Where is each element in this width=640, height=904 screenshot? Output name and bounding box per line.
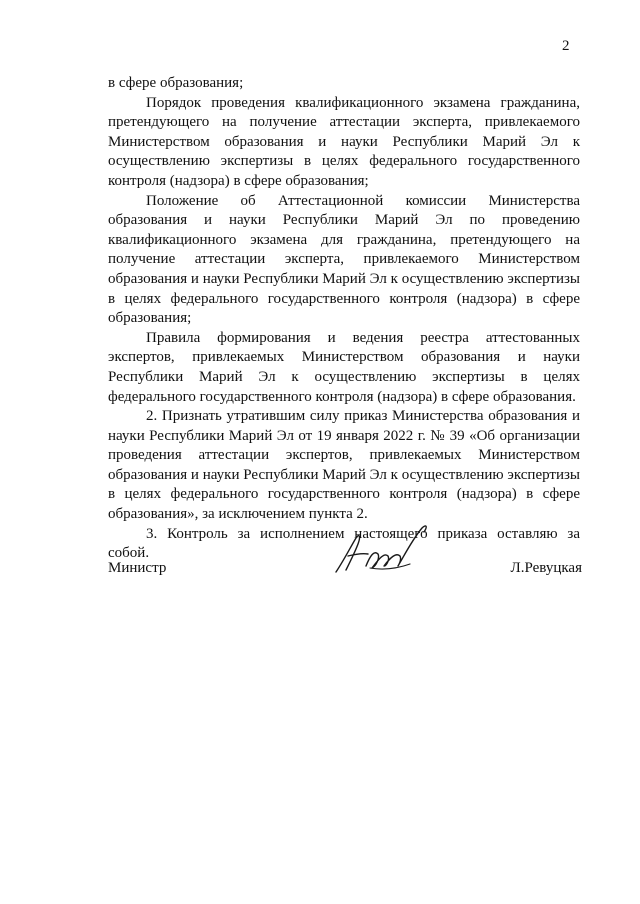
- document-body: [108, 74, 580, 564]
- paragraph-exam-procedure: Порядок проведения квалификационного экзамена гражданина, претендующего на получение аттестации эксперта, привлекаемого Министерством образования и науки Республики Марий Эл к осуществлению экспертизы в целях федерального государственного контроля (надзора) в сфере образования;: [108, 94, 580, 189]
- paragraph-commission-regulation: Положение об Аттестационной комиссии Министерства образования и науки Республики Марий Эл по проведению квалификационного экзамена для гражданина, претендующего на получение аттестации эксперта, привлекаемого Министерством образования и науки Республики Марий Эл к осуществлению экспертизы в целях федерального государственного контроля (надзора) в сфере образования;: [108, 192, 580, 327]
- paragraph-item-2: 2. Признать утратившим силу приказ Министерства образования и науки Республики Марий Эл от 19 января 2022 г. № 39 «Об организации проведения аттестации экспертов, привлекаемых Министерством образования и науки Республики Марий Эл к осуществлению экспертизы в целях федерального государственного контроля (надзора) в сфере образования», за исключением пункта 2.: [108, 408, 580, 523]
- signer-position: Министр: [108, 560, 167, 576]
- paragraph-item-3: 3. Контроль за исполнением настоящего приказа оставляю за собой.: [108, 525, 580, 562]
- signer-name: Л.Ревуцкая: [510, 560, 582, 576]
- signature-block: [108, 520, 582, 600]
- handwritten-signature: [326, 520, 436, 582]
- paragraph-continuation: в сфере образования;: [108, 75, 244, 91]
- page-number: 2: [562, 38, 570, 54]
- paragraph-registry-rules: Правила формирования и ведения реестра аттестованных экспертов, привлекаемых Министерством образования и науки Республики Марий Эл к осуществлению экспертизы в целях федерального государственного контроля (надзора) в сфере образования.: [108, 329, 580, 405]
